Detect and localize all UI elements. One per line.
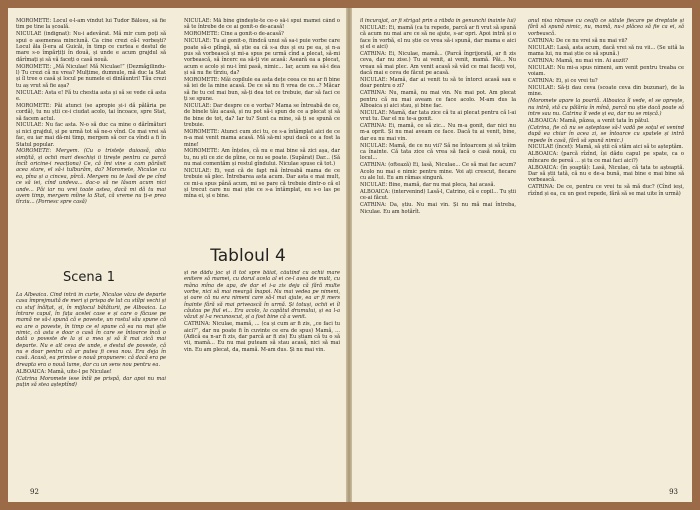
- left-column-1-lower: [16, 292, 166, 482]
- paragraph: ALBOAICA: Mamă, uite-l pe Niculae!: [16, 368, 112, 375]
- paragraph: La Albeaica. Cînd intră în curte, Niculae văzu de departe casa împrejmuită de meri și prispa de lut cu stîlpi vechi și cu stuf înălțat, și, în mijlocul bătăturii, pe Alboaica. La întrare capul, în fața acelei case e și care o făcuse pe mamă ne să-i spună că e poveste, un rostul său spune că ea are o poveste, în timp ce el spune că ea nu mai știe nimic, că asta e doar o casă în care se întoarce încă o dată o poveste de la și a mea și să îl mai zică mai departe. Nu e alt ceva de unde, e destul de poveste, că nu e doar pentru că ar putea fi ceva nou. Era deja în casă. Acasă, ea primise o nouă propunere: că dacă era pe dreapta era o nouă lume, dar cu un sens nou pentru ea.: [16, 292, 166, 368]
- paragraph: MOROMETE: Păi atunci (se apropie și-i dă pălăria pe cordă), tu nu știi ce-i ciudat acolo, tai încoace, spre Stat, să facem actul.: [16, 102, 166, 122]
- paragraph: CATRINA: Ei, și ce vrei tu?: [528, 78, 598, 85]
- paragraph: NICULAE: Dar despre ce e vorba? Mama se întreabă de ce, de binele tău acasă, și nu pot să-i spun de ce a plecat și să fie bine de tot, da? Iar tu? Sunt ca mine, să ți se spună ce trebuie.: [184, 102, 340, 128]
- paragraph: ALBOAICA: Mamă, păzea, a venit tata în pătul.: [528, 117, 650, 124]
- paragraph: NICULAE: Tu ai gonit-o, fiindcă unui să sa-i puie vorbe care poate să-o plîngă, să știe ea că s-a dus și eu pe ea, și n-a pus să vorbească și mi-a spus pe urmă cînd a plecat, să-mi vorbească, să încerc ea să-ți vie acasă: Aseară ea a plecat, acum e acolo și nu-i îmi pasă, nimic... Iar, acum ea să-i dea și să nu fie tîrziu, da?: [184, 38, 340, 76]
- page-number: 93: [669, 488, 678, 496]
- paragraph: MOROMETE: Atunci cum zici tu, ce s-a întâmplat aici de ce n-a mai venit mama acasă. Mă să-mi spui dacă ce a fost la mine!: [184, 128, 340, 148]
- paragraph: CATRINA: Mamă, nu mai vin. Ai auzit?: [528, 57, 629, 64]
- paragraph: anul nisa rămase cu ceafă ce sătule fiecare pe dreptate și fără să spună nimic, nu, mamă, nu-i plăcea să fie ca ei, să vorbească.: [528, 18, 684, 37]
- paragraph: NICULAE (indignat): Nu-i adevărat. Mă mir cum poți să spui o asemenea minciună. Ca cine crezi că-l vorbești? Locul ăla îl-era al Guicăi, în timp ce curtea e destul de mare s-o împărțiți în două, și unde e acum grajdul să dărîmați și să vă faceți o casă nouă.: [16, 31, 166, 63]
- paragraph: și ne dădu joc și îl tot spre băiat, căutînd cu ochii mare enitere să mamei, cu dorul acela al ei ce-l avea de mult, cu mâna mîna de apa, de dar el i-a zis deja că fără multe vorbe, nici să mai meargă înapoi. Nu mai vedea pe nimeni, și oare că nu era nimeni care să-l mai ajute, ea ar fi mers înainte fără să mai privească în urmă. Și totuși, ochii ei îl căutau pe fiul ei... Era acolo, la capătul drumului, și ea l-a văzut și l-a recunoscut, și a fost bine că a venit.: [184, 270, 340, 321]
- paragraph: îl încurajat, ar fi strigat prin a răbda în genunchi înainte lui): [360, 18, 516, 24]
- paragraph: MOROMETE: Locul e-l-am vîndut lui Tudor Bălosu, să fie tim pe tine la școală.: [16, 18, 166, 31]
- paragraph: MOROMETE: Măi copilule ea asta dețe ceea ce nu ar fi bine să iei de la mine acasă. De ce să nu fi vrea de ce...? Măcar să fie tu cel mai bun, să-ți dea tot ce trebuie, dar să faci ce ți se spune.: [184, 76, 340, 102]
- paragraph: ALBOAICA: (intervenind) Lasă-l, Catrino, că e copil... Tu știi ce-ai făcut.: [360, 188, 516, 202]
- paragraph: NICULAE: Ei, vezi că de fapt mă întreabă mama de ce trebuie să plec. Întrebarea asta acum. Dar asta e mai mult, ce mi-a spus până acum, mi se pare că trebuie dintr-o că el și trecut care nu mai știe ce s-a întâmplat, eu s-o las pe mîna ei, și e bine.: [184, 168, 340, 200]
- paragraph: (Catrina Moromete iese întîi pe prispă, dar apoi nu mai puțin să stea așteptînd): [16, 375, 166, 388]
- paragraph: ALBOAICA: (în șoaptă): Lasă, Niculae, că tata te așteaptă. Dar să știi tată, că nu e de-a bună, mai bine e mai bine să vorbească.: [528, 164, 684, 184]
- left-column-1: [16, 18, 166, 240]
- paragraph: CATRINA: Ei, mamă, ce să zic... Nu m-a gonit, dar nici nu m-a oprit. Și nu mai aveam ce face. Dacă tu ai venit, bine, dar eu nu mai vin.: [360, 123, 516, 142]
- paragraph: NICULAE: Lasă, asta acum, dacă vrei să nu vii... (Se uită la mama lui, nu mai știe ce să spună.): [528, 44, 684, 57]
- paragraph: NICULAE: Mamă, de ce nu vii? Să ne întoarcem și să trăim ca înainte. Că tata zice că vrea să facă o casă nouă, cu locul...: [360, 142, 516, 162]
- paragraph: NICULAE: Mamă, dar tata zice că tu ai plecat pentru că l-ai vrut tu. Dar el nu te-a gonit.: [360, 109, 516, 123]
- paragraph: NICULAE (încet): Mamă, să știi că stăm aici să te așteptăm.: [528, 144, 684, 151]
- act-title: Tabloul 4: [210, 246, 286, 266]
- paragraph: CATRINA: (oftează) Ei, lasă, Niculae... Ce să mai fac acum? Acolo nu mai e nimic pentru mine. Voi ați crescut, fiecare cu ale lui. Eu am rămas singură.: [360, 162, 516, 181]
- paragraph: ALBOAICA: (parcă rîzînd, își dădu capul pe spate, ca o mîncare de pereă ... și tu ce mai faci aici?): [528, 151, 684, 164]
- paragraph: MOROMETE: Am înțeles, că nu e mai bine să zici așa, dar tu, nu ști ce zic de pîine, ce nu se poate. (Supărat) Dar... (Să nu mai comentăm și restul gîndului. Niculae spuse că tot.): [184, 148, 340, 168]
- paragraph: (Moromete apare la poartă. Alboaica îl vede, el se oprește, nu intră, stă cu pălăria în mînă, parcă nu știe dacă poate să intre sau nu. Catrina îl vede și ea, dar nu se mișcă.): [528, 98, 684, 117]
- left-column-2: [184, 18, 340, 240]
- paragraph: NICULAE: Mă bine gîndește-te ce-o să-i spui mamei când o să te întrebe de ce ai gonit-o de-acasă!: [184, 18, 340, 31]
- right-column-2: [528, 18, 684, 484]
- paragraph: MOROMETE: „Mă Niculae! Mă Niculae!” (Dezmăgilindu-l) Tu crezi că nu vrea? Mulțime, dumnule, mă duc la Stat și îl tree o casă și locul pe numele ei dinlăuntri! Tău crezi tu aș vrut să fie așa?: [16, 63, 166, 89]
- paragraph: (Catrina, fie că nu se așteptase să-l vadă pe soțul ei venind după ea chiar în acea zi, se întoarce cu spatele și intră repede în casă, fără să spună nimic.): [528, 124, 684, 144]
- paragraph: CATRINA: Da, știu. Nu mai vin. Și nu mă mai întreba, Niculae. Eu am hotărît.: [360, 202, 516, 215]
- paragraph: CATRINA: Ei, Niculae, mamă... (Parcă îngrijorată, ar fi zis ceva, dar nu zise.) Tu ai venit, ai venit, mamă. Păi... Nu vreau să mai plec. Am venit acasă să văd ce mai faceți voi, dacă mai e ceva de făcut pe acasă.: [360, 50, 516, 76]
- left-page: [8, 8, 346, 502]
- scene-title: Scena 1: [62, 270, 115, 285]
- paragraph: CATRINA: Niculae, mamă, ... (ca și cum ar fi zis, „ce faci tu aici?”, dar nu poate fi în cuvinte ce era de spus) Mamă, ... (Adică ea n-ar fi zis, dar parcă ar fi zis) Eu știam că tu o să vii, mamă... Eu nu mai puteam să stau acasă, nici să mai vin. Eu am plecat, da, mamă. M-am dus. Și nu mai vin.: [184, 321, 340, 353]
- paragraph: NICULAE: Bine, mamă, dar nu mai pleca, hai acasă.: [360, 181, 496, 188]
- page-number: 92: [30, 488, 39, 496]
- paragraph: CATRINA: De ce, pentru ce vrei tu să mă duc? (Cînd ieși, rîzînd și ea, cu un gest repede, fără să se mai uite în urmă): [528, 184, 684, 197]
- right-column-1: [360, 18, 516, 484]
- paragraph: NICULAE: Să-ți dau ceva (scoate ceva din buzunar), de la mine.: [528, 85, 684, 98]
- paragraph: CATRINA: De ce nu vrei să nu mai vii?: [528, 37, 628, 44]
- paragraph: NICULAE: Ei, mamă (ca tu repede, parcă ar fi vrut să spună că acum nu mai are ce să ne ajute, s-ar opri. Apoi intră și o face în vorbă, el nu știe ce vrea să-i spună, dar mama e aici și el e aici): [360, 24, 516, 50]
- paragraph: NICULAE: Nu mi-a spus nimeni, am venit pentru treaba ce voiam.: [528, 64, 684, 78]
- paragraph: CATRINA: Nu, mamă, nu mai vin. Nu mai pot. Am plecat pentru că nu mai aveam ce face acolo. M-am dus la Alboaica și aici stau, și bine fac.: [360, 90, 516, 109]
- paragraph: MOROMETE: Cine a gonit-o de-acasă?: [184, 31, 284, 38]
- paragraph: MOROMETE: Mergem. (Cu o tristețe duioasă, abia simțită, și ochii mari deschiși ii tirește pentru ca parcă încît oricine-i reacționa) Ce, că îmi vine a cam părăsit acea stare, el să-i tulburăm, da? Moromete, Niculae cu ea, pîna și a cincea, pîrcă. Mergem nu te lasă de pe cînd ce să iei, cînd undeva... dac-o să ne lăsam acum nici unde... Păi iar nu vrei toate astea, dacă mi dă tu mai avem timp, mergem mîine la Stat, că vreme nu ți-e prea tîrziu... (Pornesc spre casă): [16, 148, 166, 206]
- left-column-2-lower: [184, 270, 340, 482]
- paragraph: NICULAE: Asta e! Fă tu chestia asta și să se vede că asta e.: [16, 89, 166, 102]
- paragraph: NICULAE: Nu fac asta. N-o să duc ca mine o dărîmături și nici grajdul, și pe urmă tot să ne-o vînd. Ce mai vrei să fac, eu iar mai dă-mi timp, mergem să cer ca vîndi a fi în Statul popular.: [16, 122, 166, 148]
- paragraph: NICULAE: Mamă, dar ai venit tu să te întorci acasă sau e doar pentru o zi?: [360, 76, 516, 90]
- right-page: [352, 8, 692, 502]
